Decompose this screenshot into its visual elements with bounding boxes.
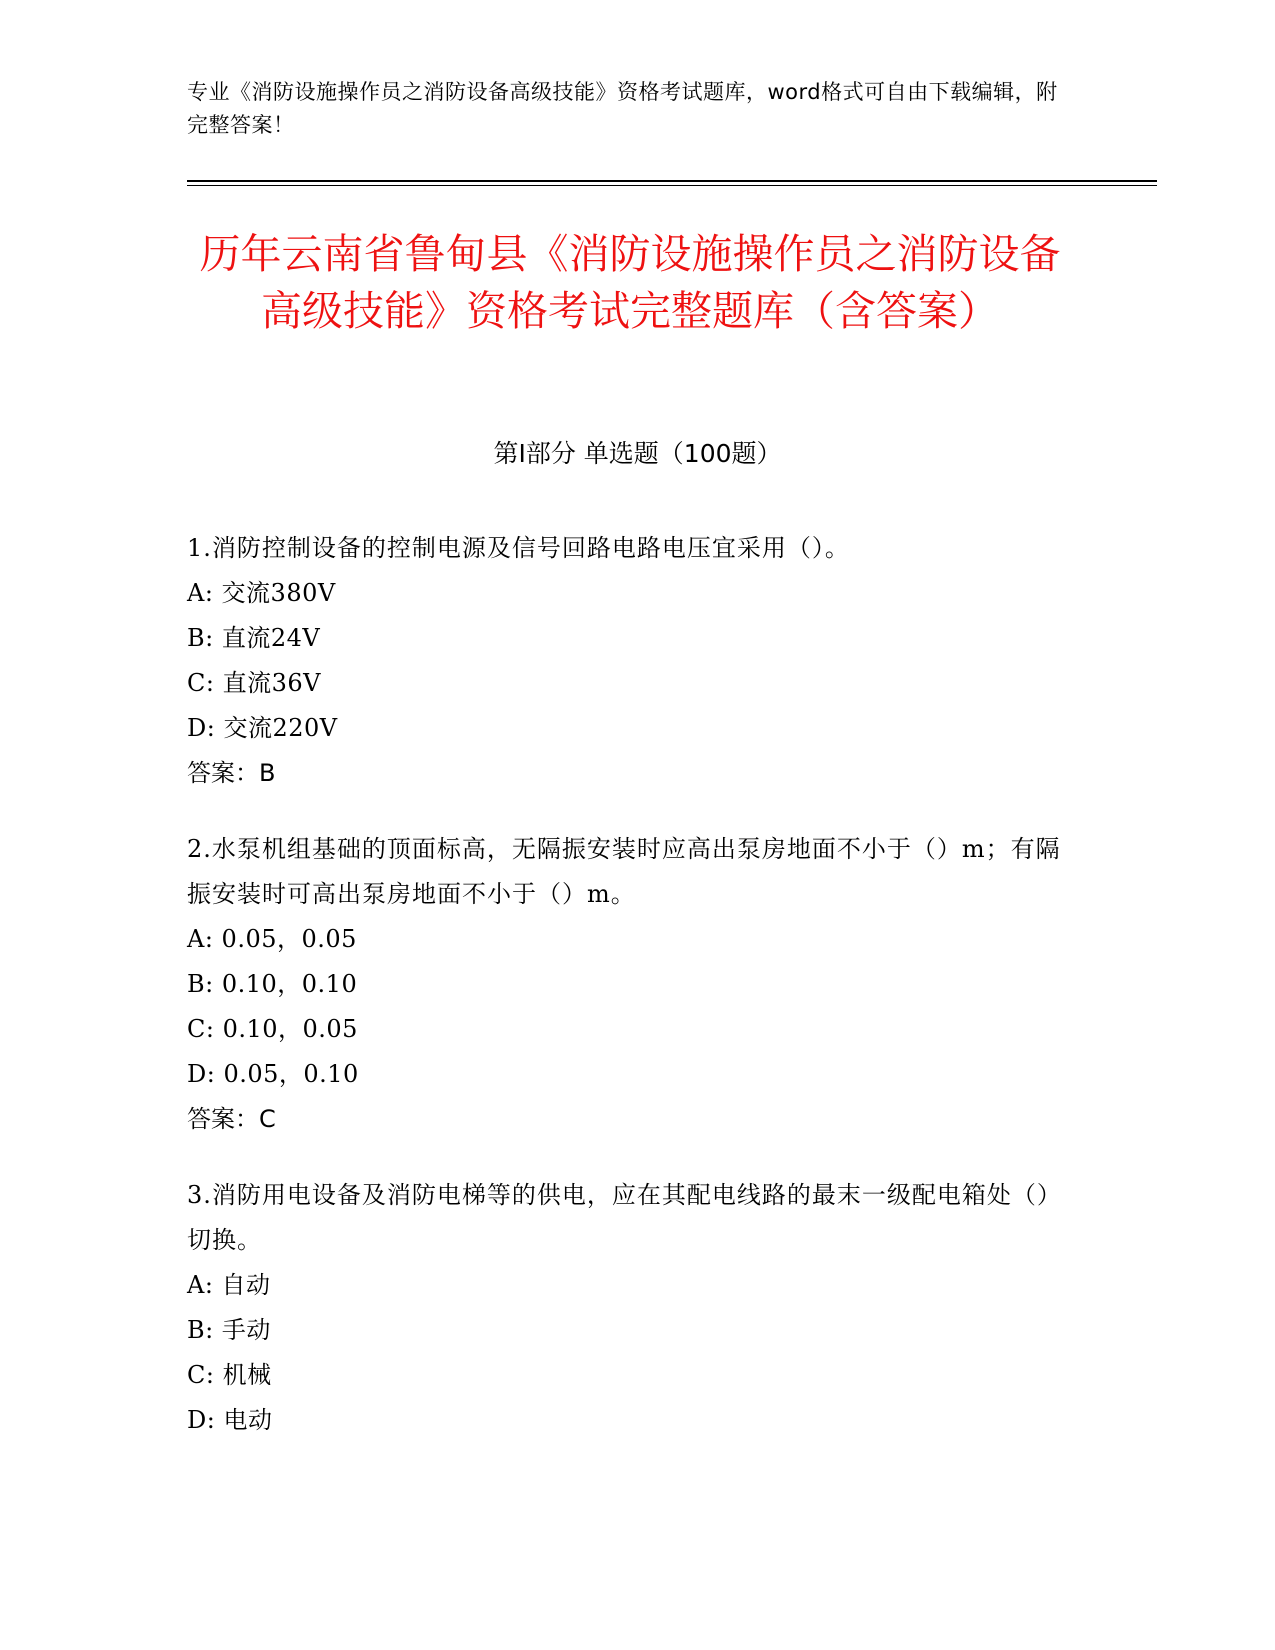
option-d: D: 0.05，0.10 [187,1060,359,1088]
question-item [187,526,1067,796]
option-c: C: 0.10，0.05 [187,1015,358,1043]
option-b: B: 手动 [187,1316,271,1344]
section-title: 第I部分 单选题（100题） [493,439,782,468]
question-item [187,827,1067,1142]
option-a: A: 自动 [187,1271,271,1299]
header-note: 专业《消防设施操作员之消防设备高级技能》资格考试题库，word格式可自由下载编辑，附完整答案！ [187,80,1058,137]
question-stem: 1.消防控制设备的控制电源及信号回路电路电压宜采用（）。 [187,534,850,562]
option-a: A: 交流380V [187,579,336,607]
answer-line: 答案：C [187,1105,276,1133]
option-d: D: 交流220V [187,714,338,742]
answer-line: 答案：B [187,759,276,787]
question-stem: 3.消防用电设备及消防电梯等的供电，应在其配电线路的最末一级配电箱处（）切换。 [187,1181,1062,1254]
option-c: C: 机械 [187,1361,272,1389]
question-list [187,526,1067,1474]
header-divider-thin [187,185,1157,186]
header-divider-thick [187,180,1157,182]
document-title: 历年云南省鲁甸县《消防设施操作员之消防设备高级技能》资格考试完整题库（含答案） [199,230,1061,335]
option-d: D: 电动 [187,1406,273,1434]
question-item [187,1173,1067,1443]
option-b: B: 0.10，0.10 [187,970,358,998]
option-b: B: 直流24V [187,624,321,652]
option-c: C: 直流36V [187,669,321,697]
option-a: A: 0.05，0.05 [187,925,357,953]
question-stem: 2.水泵机组基础的顶面标高，无隔振安装时应高出泵房地面不小于（）m；有隔振安装时可高出泵房地面不小于（）m。 [187,835,1061,908]
